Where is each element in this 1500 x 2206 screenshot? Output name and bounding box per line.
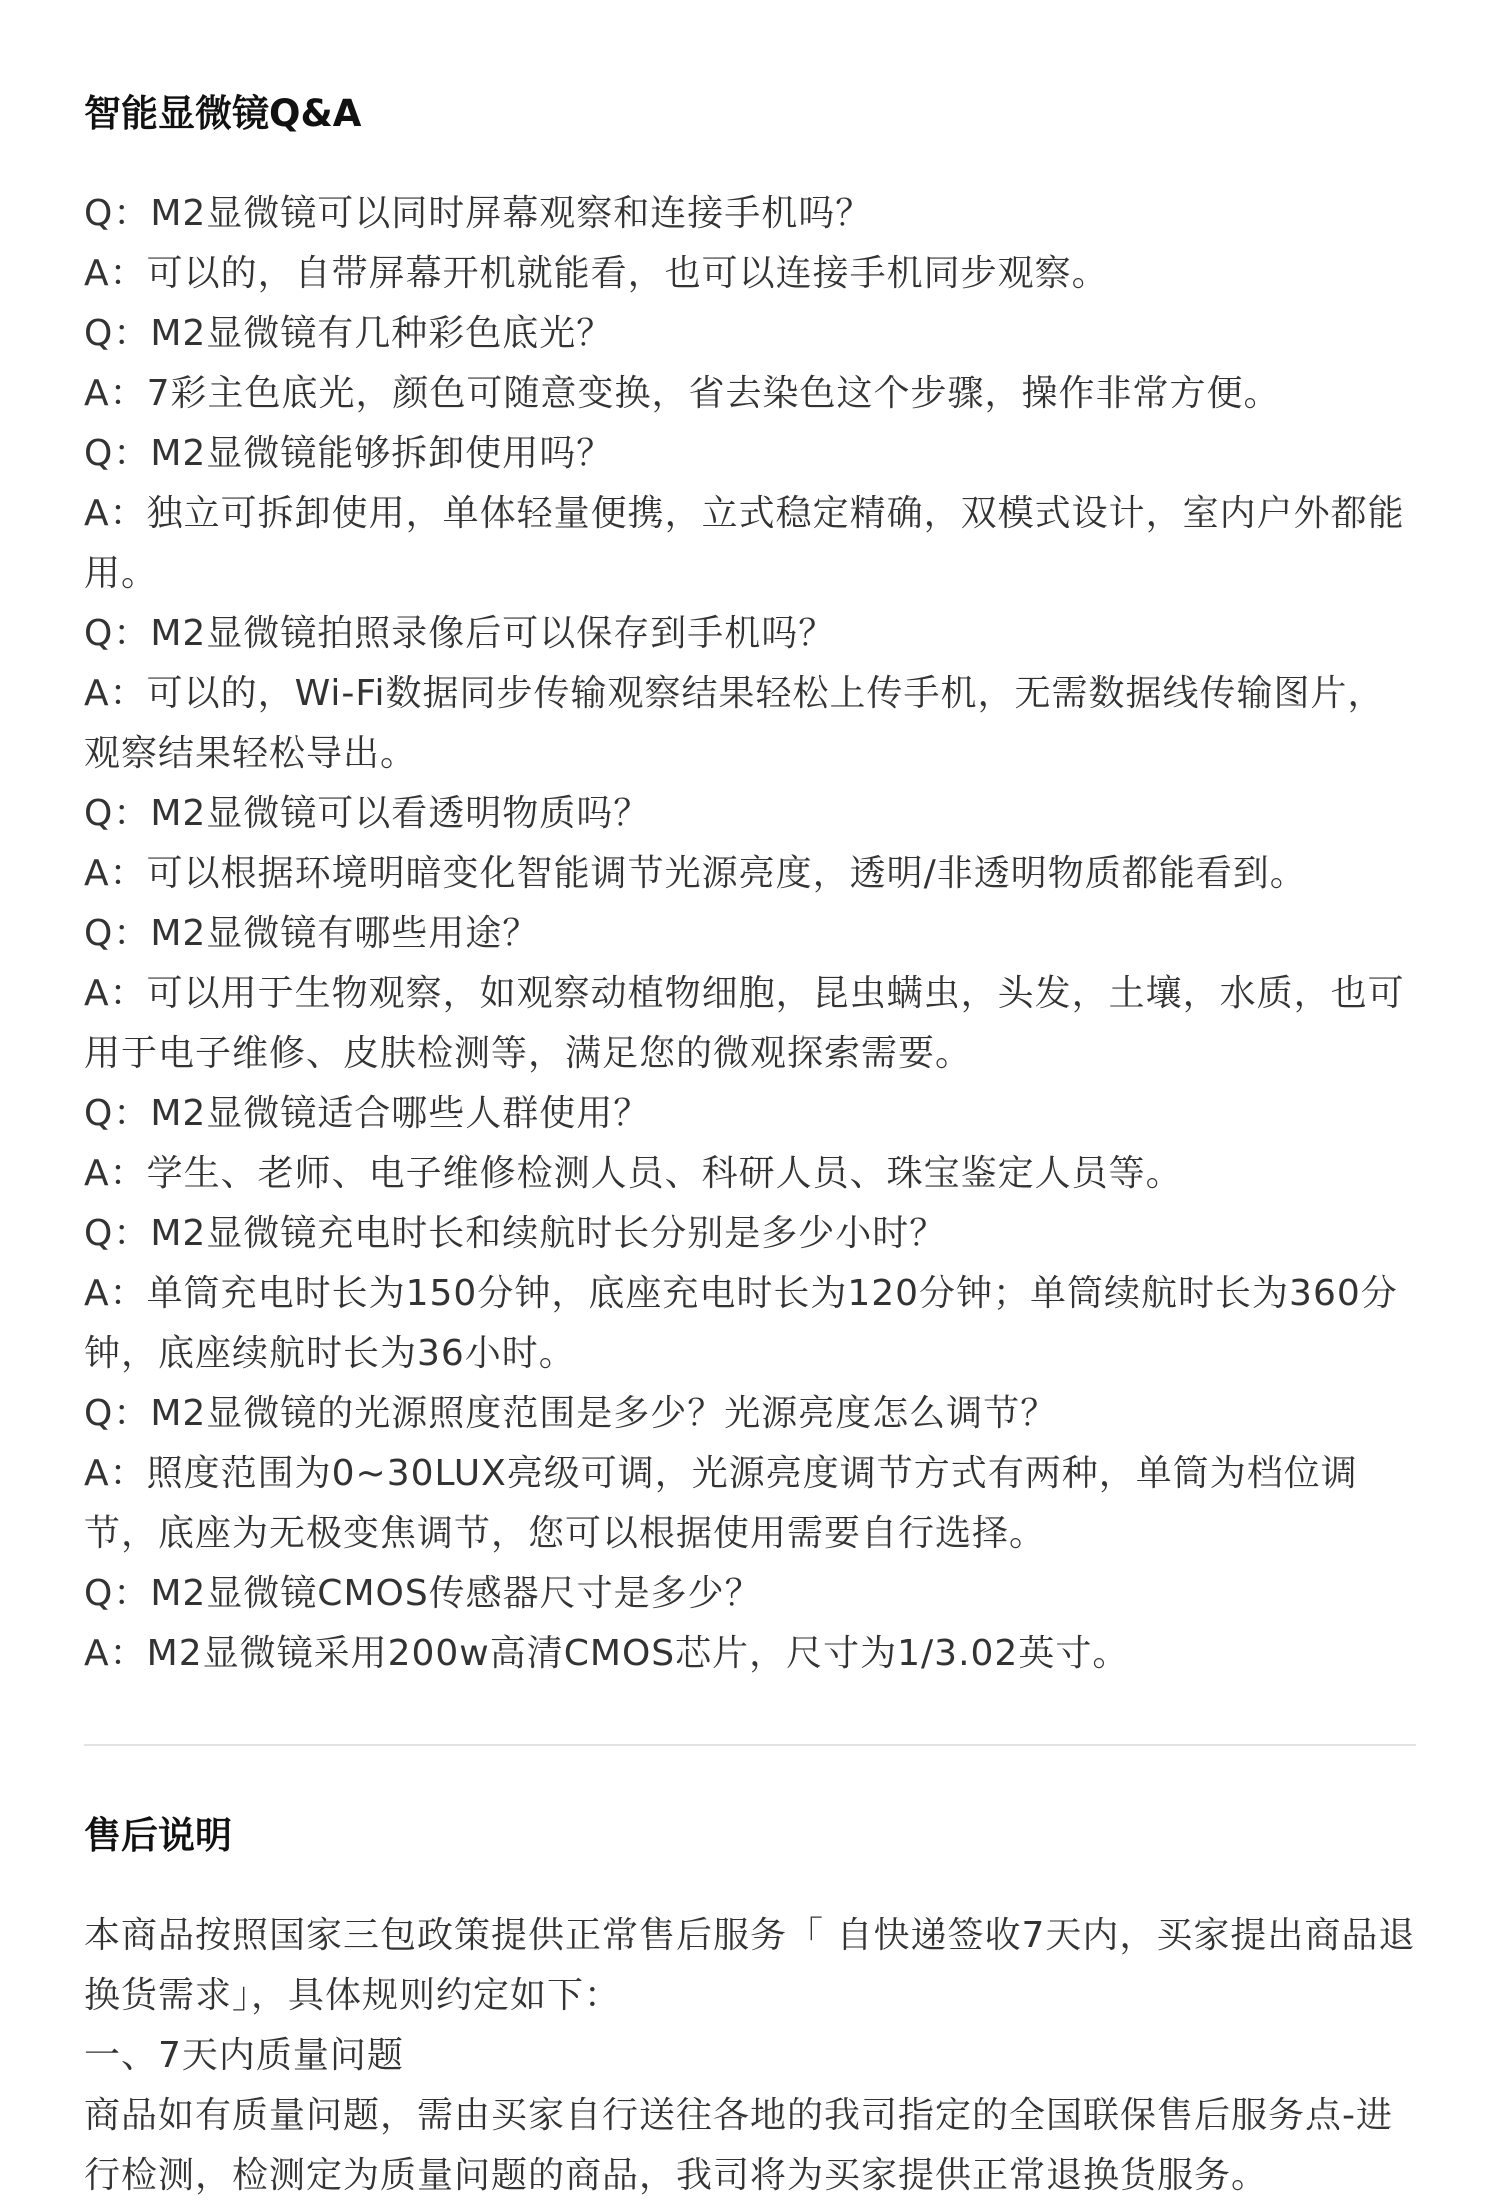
after-sale-line: 一、7天内质量问题 bbox=[84, 2035, 404, 2076]
qa-line: A：独立可拆卸使用，单体轻量便携，立式稳定精确，双模式设计，室内户外都能用。 bbox=[84, 493, 1405, 594]
qa-list bbox=[84, 184, 1416, 1684]
qa-section-title: 智能显微镜Q&A bbox=[84, 92, 362, 135]
qa-line: Q：M2显微镜适合哪些人群使用？ bbox=[84, 1093, 651, 1134]
qa-line: Q：M2显微镜充电时长和续航时长分别是多少小时？ bbox=[84, 1213, 947, 1254]
qa-line: A：可以的，自带屏幕开机就能看，也可以连接手机同步观察。 bbox=[84, 253, 1109, 294]
qa-section bbox=[84, 0, 1416, 1684]
after-sale-section bbox=[84, 1746, 1416, 2206]
qa-line: Q：M2显微镜有哪些用途？ bbox=[84, 913, 540, 954]
after-sale-line: 本商品按照国家三包政策提供正常售后服务「 自快递签收7天内，买家提出商品退换货需求」，具体规则约定如下： bbox=[84, 1915, 1416, 2016]
qa-line: A：可以的，Wi-Fi数据同步传输观察结果轻松上传手机，无需数据线传输图片，观察结果轻松导出。 bbox=[84, 673, 1385, 774]
qa-line: Q：M2显微镜拍照录像后可以保存到手机吗？ bbox=[84, 613, 836, 654]
after-sale-body bbox=[84, 1906, 1416, 2206]
qa-line: Q：M2显微镜可以同时屏幕观察和连接手机吗？ bbox=[84, 193, 873, 234]
qa-line: A：学生、老师、电子维修检测人员、科研人员、珠宝鉴定人员等。 bbox=[84, 1153, 1183, 1194]
qa-line: Q：M2显微镜可以看透明物质吗？ bbox=[84, 793, 651, 834]
qa-line: Q：M2显微镜CMOS传感器尺寸是多少？ bbox=[84, 1573, 762, 1614]
after-sale-title: 售后说明 bbox=[84, 1814, 232, 1857]
qa-line: A：可以根据环境明暗变化智能调节光源亮度，透明/非透明物质都能看到。 bbox=[84, 853, 1307, 894]
qa-line: A：7彩主色底光，颜色可随意变换，省去染色这个步骤，操作非常方便。 bbox=[84, 373, 1281, 414]
qa-line: Q：M2显微镜有几种彩色底光？ bbox=[84, 313, 614, 354]
qa-line: A：可以用于生物观察，如观察动植物细胞，昆虫螨虫，头发，土壤，水质，也可用于电子维修、皮肤检测等，满足您的微观探索需要。 bbox=[84, 973, 1405, 1074]
qa-line: Q：M2显微镜的光源照度范围是多少？光源亮度怎么调节？ bbox=[84, 1393, 1058, 1434]
qa-line: Q：M2显微镜能够拆卸使用吗？ bbox=[84, 433, 614, 474]
qa-line: A：照度范围为0~30LUX亮级可调，光源亮度调节方式有两种，单筒为档位调节，底座为无极变焦调节，您可以根据使用需要自行选择。 bbox=[84, 1453, 1358, 1554]
qa-line: A：M2显微镜采用200w高清CMOS芯片，尺寸为1/3.02英寸。 bbox=[84, 1633, 1130, 1674]
after-sale-line: 商品如有质量问题，需由买家自行送往各地的我司指定的全国联保售后服务点-进行检测，检测定为质量问题的商品，我司将为买家提供正常退换货服务。 bbox=[84, 2095, 1393, 2196]
qa-line: A：单筒充电时长为150分钟，底座充电时长为120分钟；单筒续航时长为360分钟，底座续航时长为36小时。 bbox=[84, 1273, 1398, 1374]
